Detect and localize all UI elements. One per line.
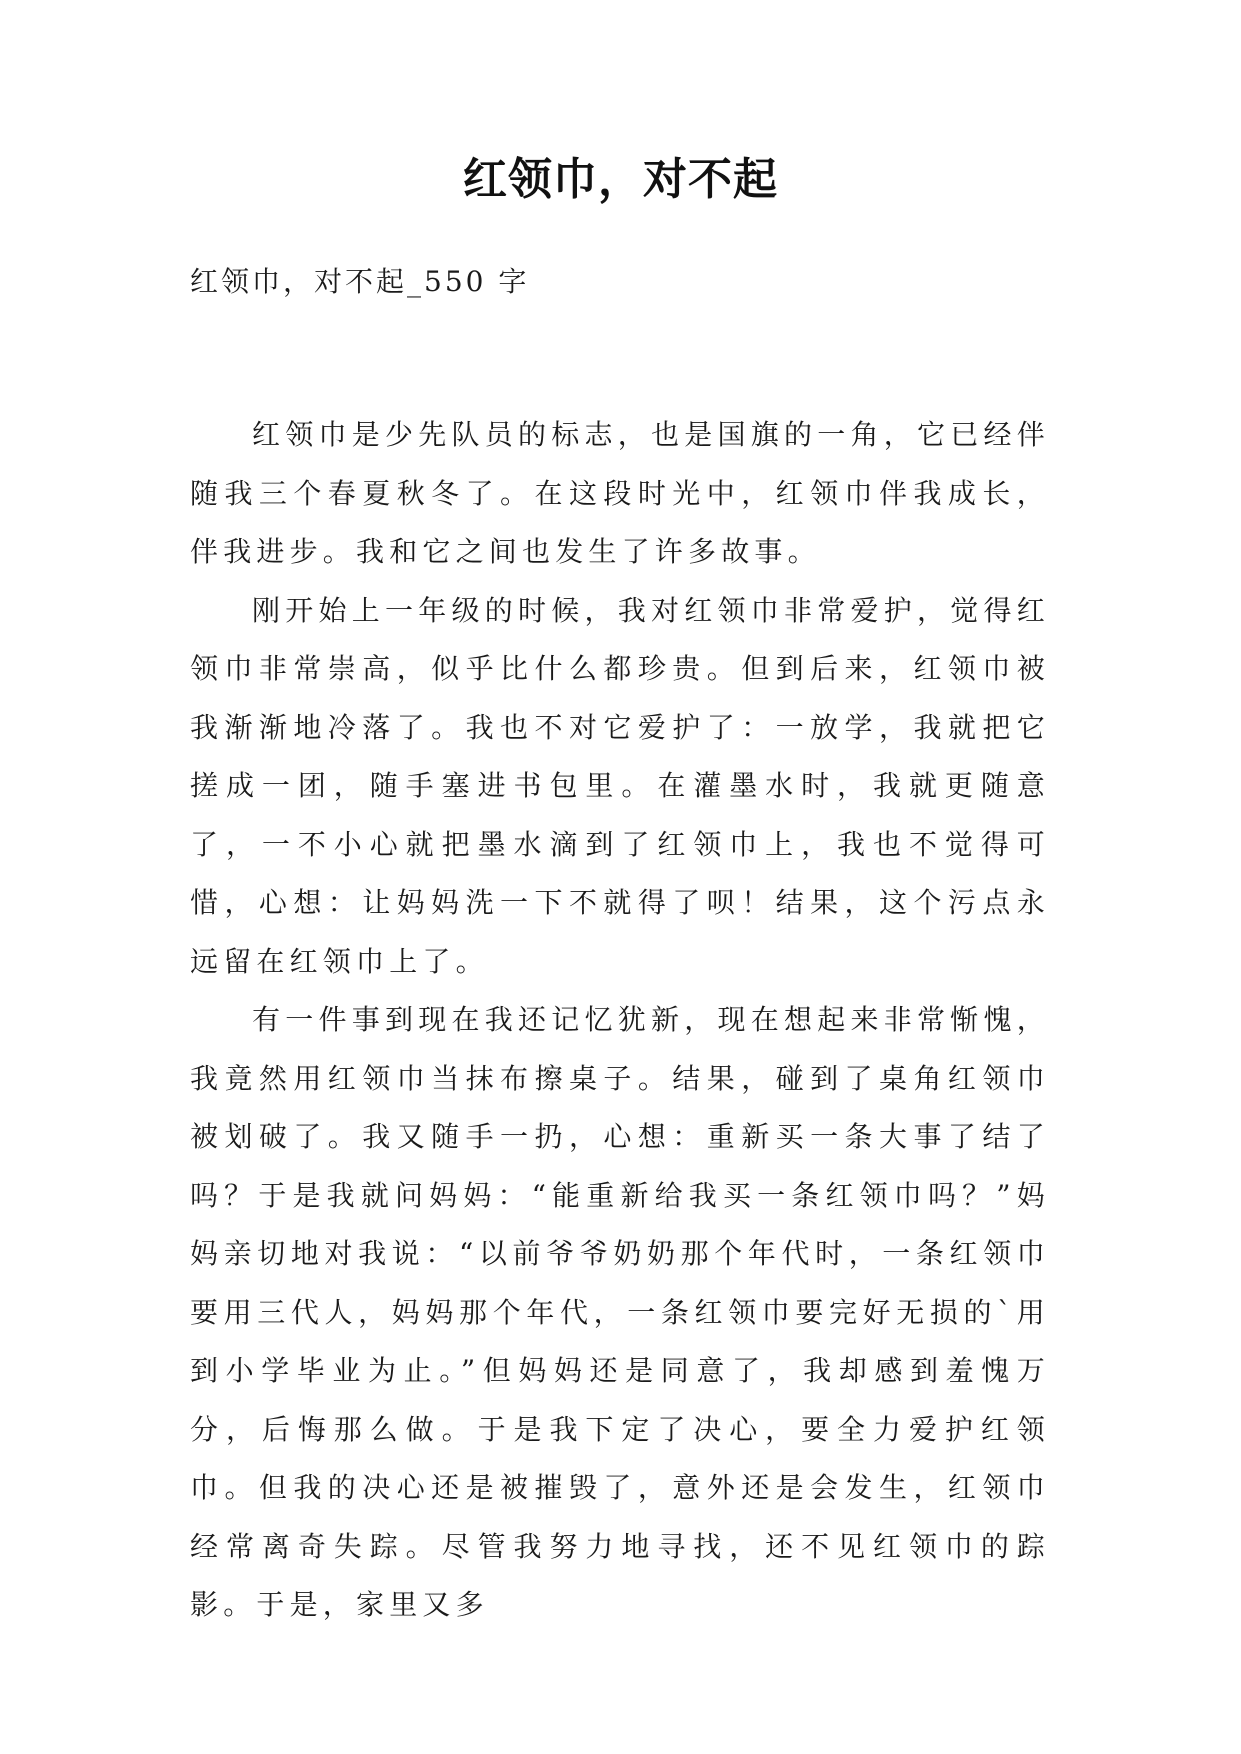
document-body: [190, 406, 1050, 1635]
paragraph: 红领巾是少先队员的标志，也是国旗的一角，它已经伴随我三个春夏秋冬了。在这段时光中，红领巾伴我成长，伴我进步。我和它之间也发生了许多故事。: [190, 418, 1050, 568]
paragraph: 刚开始上一年级的时候，我对红领巾非常爱护，觉得红领巾非常崇高，似乎比什么都珍贵。但到后来，红领巾被我渐渐地冷落了。我也不对它爱护了：一放学，我就把它搓成一团，随手塞进书包里。在灌墨水时，我就更随意了，一不小心就把墨水滴到了红领巾上，我也不觉得可惜，心想：让妈妈洗一下不就得了呗！结果，这个污点永远留在红领巾上了。: [190, 593, 1050, 978]
paragraph: 有一件事到现在我还记忆犹新，现在想起来非常惭愧，我竟然用红领巾当抹布擦桌子。结果，碰到了桌角红领巾被划破了。我又随手一扔，心想：重新买一条大事了结了吗？于是我就问妈妈：“能重新给我买一条红领巾吗？”妈妈亲切地对我说：“以前爷爷奶奶那个年代时，一条红领巾要用三代人，妈妈那个年代，一条红领巾要完好无损的`用到小学毕业为止。”但妈妈还是同意了，我却感到羞愧万分，后悔那么做。于是我下定了决心，要全力爱护红领巾。但我的决心还是被摧毁了，意外还是会发生，红领巾经常离奇失踪。尽管我努力地寻找，还不见红领巾的踪影。于是，家里又多: [190, 1003, 1050, 1621]
page-title: 红领巾，对不起: [463, 154, 778, 205]
document-subtitle: 红领巾，对不起_550 字: [190, 265, 530, 298]
